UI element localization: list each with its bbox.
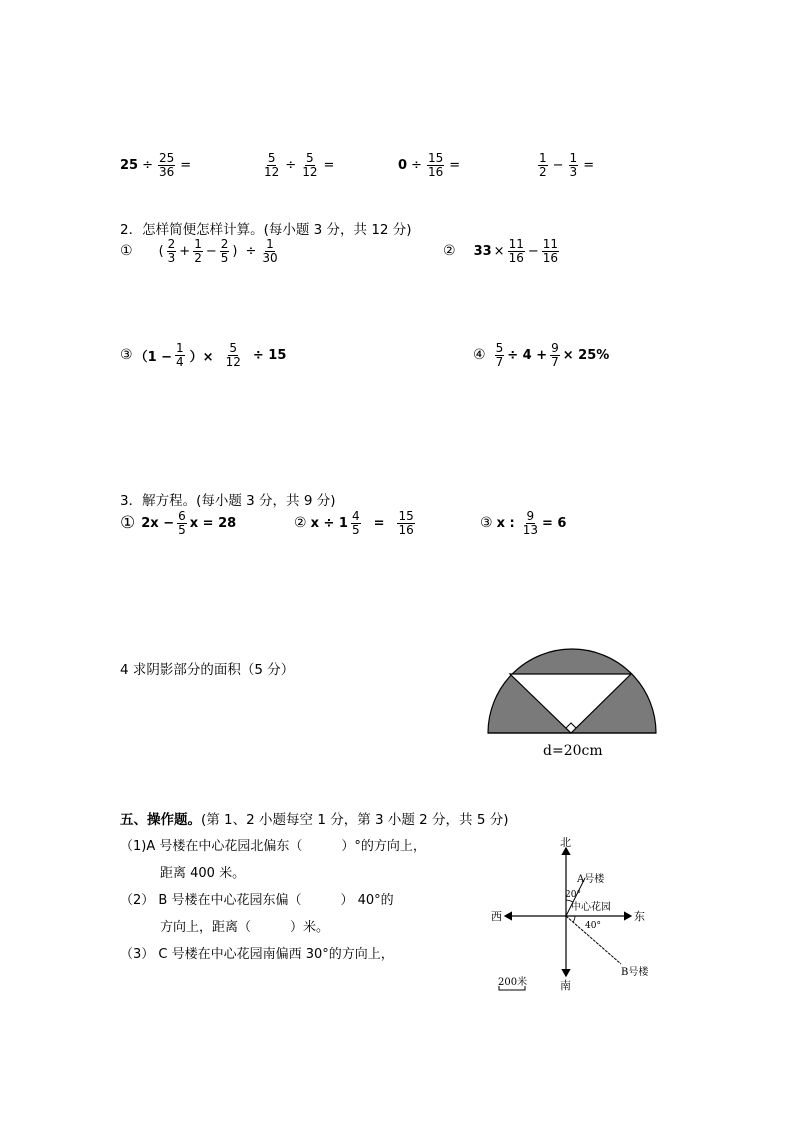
- building-b-label: B号楼: [621, 967, 649, 978]
- fraction: $\frac{25}{36}$: [159, 151, 175, 179]
- q1-line1: （1)A 号楼在中心花园北偏东（ ）°的方向上，: [120, 839, 426, 854]
- q2-line1: （2） B 号楼在中心花园东偏（ ） 40°的: [120, 893, 394, 908]
- circled-number: ②: [294, 515, 307, 532]
- tail-expression: × 25%: [562, 347, 610, 363]
- angle-a-label: 20°: [565, 890, 581, 900]
- calc-1: [120, 152, 193, 178]
- fraction: $\frac{15}{16}$: [427, 151, 444, 179]
- equals-sign: =: [583, 157, 595, 173]
- fraction: $\frac{6}{5}$: [178, 509, 186, 537]
- section-5-title-rest: (第 1、2 小题每空 1 分，第 3 小题 2 分，共 5 分): [201, 812, 509, 828]
- equals-sign: =: [180, 157, 192, 173]
- number: 33: [473, 243, 492, 259]
- minus-sign: −: [552, 157, 564, 173]
- angle-b-label: 40°: [585, 921, 601, 931]
- equals-sign: =: [373, 515, 385, 531]
- equation-lead: x ÷ 1: [310, 515, 348, 531]
- equation-tail: = 6: [541, 515, 567, 531]
- fraction: $\frac{1}{30}$: [262, 237, 278, 265]
- circled-number: ③: [480, 515, 493, 532]
- equation-1: [120, 510, 236, 536]
- middle-expression: ÷ 4 +: [507, 347, 548, 363]
- problem-2-1: [120, 238, 280, 264]
- circled-number: ①: [120, 513, 136, 534]
- div-sign: ÷: [411, 157, 422, 173]
- equation-tail: x = 28: [189, 515, 237, 531]
- div-sign: ÷: [285, 157, 297, 173]
- angle-arc-b: [573, 916, 575, 922]
- fraction: $\frac{9}{7}$: [551, 341, 559, 369]
- section-5-title: [120, 808, 508, 828]
- fraction: $\frac{5}{12}$: [302, 151, 318, 179]
- circled-number: ④: [473, 347, 486, 364]
- fraction: $\frac{11}{16}$: [508, 237, 524, 265]
- calc-2: [262, 152, 336, 178]
- circled-number: ②: [443, 243, 456, 260]
- center-label: 中心花园: [571, 902, 611, 913]
- fraction: $\frac{9}{13}$: [522, 509, 538, 537]
- equals-sign: =: [323, 157, 335, 173]
- left-paren-group: （1 −: [134, 349, 173, 365]
- diameter-label: d=20cm: [543, 743, 603, 759]
- fraction: $\frac{1}{2}$: [539, 151, 547, 179]
- scale-label: 200米: [498, 977, 528, 988]
- q3-line1: （3） C 号楼在中心花园南偏西 30°的方向上，: [120, 947, 394, 962]
- right-paren: ): [232, 243, 238, 259]
- circled-number: ①: [120, 243, 133, 260]
- section-4-title: 4 求阴影部分的面积（5 分）: [120, 662, 295, 678]
- calc-4: [537, 152, 596, 178]
- problem-2-4: [473, 342, 609, 368]
- fraction: $\frac{2}{3}$: [167, 237, 176, 265]
- equation-lead: 2x −: [141, 515, 175, 531]
- problem-2-2: [443, 238, 560, 264]
- equation-3: [480, 510, 566, 536]
- fraction: $\frac{1}{4}$: [176, 341, 184, 369]
- circled-number: ③: [120, 347, 133, 364]
- south-label: 南: [560, 979, 571, 992]
- div-sign: ÷: [142, 157, 153, 173]
- fraction: $\frac{2}{5}$: [220, 237, 229, 265]
- tail-expression: ÷ 15: [252, 347, 287, 363]
- div-sign: ÷: [245, 243, 257, 259]
- q1-line2: 距离 400 米。: [160, 866, 246, 881]
- calc-3: [398, 152, 462, 178]
- times-sign: ×: [493, 243, 505, 259]
- building-a-label: A号楼: [577, 874, 605, 885]
- compass-diagram: [485, 832, 665, 997]
- semicircle-figure: [485, 640, 660, 765]
- left-paren: (: [158, 243, 164, 259]
- fraction: $\frac{1}{2}$: [194, 237, 202, 265]
- q2-line2: 方向上，距离（ ）米。: [160, 920, 330, 935]
- calc-1-lead: 25: [120, 157, 139, 173]
- plus-sign: +: [179, 243, 191, 259]
- fraction: $\frac{15}{16}$: [398, 509, 414, 537]
- fraction: $\frac{5}{12}$: [264, 151, 280, 179]
- right-paren-group: ）×: [189, 349, 214, 365]
- north-label: 北: [560, 836, 571, 849]
- fraction: $\frac{5}{12}$: [225, 341, 241, 369]
- calc-3-lead: 0: [398, 157, 408, 173]
- fraction: $\frac{1}{3}$: [569, 151, 578, 179]
- equation-2: [294, 510, 416, 536]
- fraction: $\frac{4}{5}$: [351, 509, 360, 537]
- west-label: 西: [491, 910, 502, 923]
- section-5-title-bold: 五、操作题。: [120, 812, 201, 828]
- fraction: $\frac{5}{7}$: [495, 341, 504, 369]
- equation-lead: x :: [496, 515, 515, 531]
- minus-sign: −: [205, 243, 217, 259]
- problem-2-3: [120, 342, 286, 368]
- section-3-title: 3．解方程。(每小题 3 分，共 9 分): [120, 493, 336, 509]
- section-2-title: 2．怎样简便怎样计算。(每小题 3 分，共 12 分): [120, 222, 412, 238]
- fraction: $\frac{11}{16}$: [542, 237, 559, 265]
- minus-sign: −: [527, 243, 539, 259]
- east-label: 东: [634, 910, 645, 923]
- equals-sign: =: [449, 157, 461, 173]
